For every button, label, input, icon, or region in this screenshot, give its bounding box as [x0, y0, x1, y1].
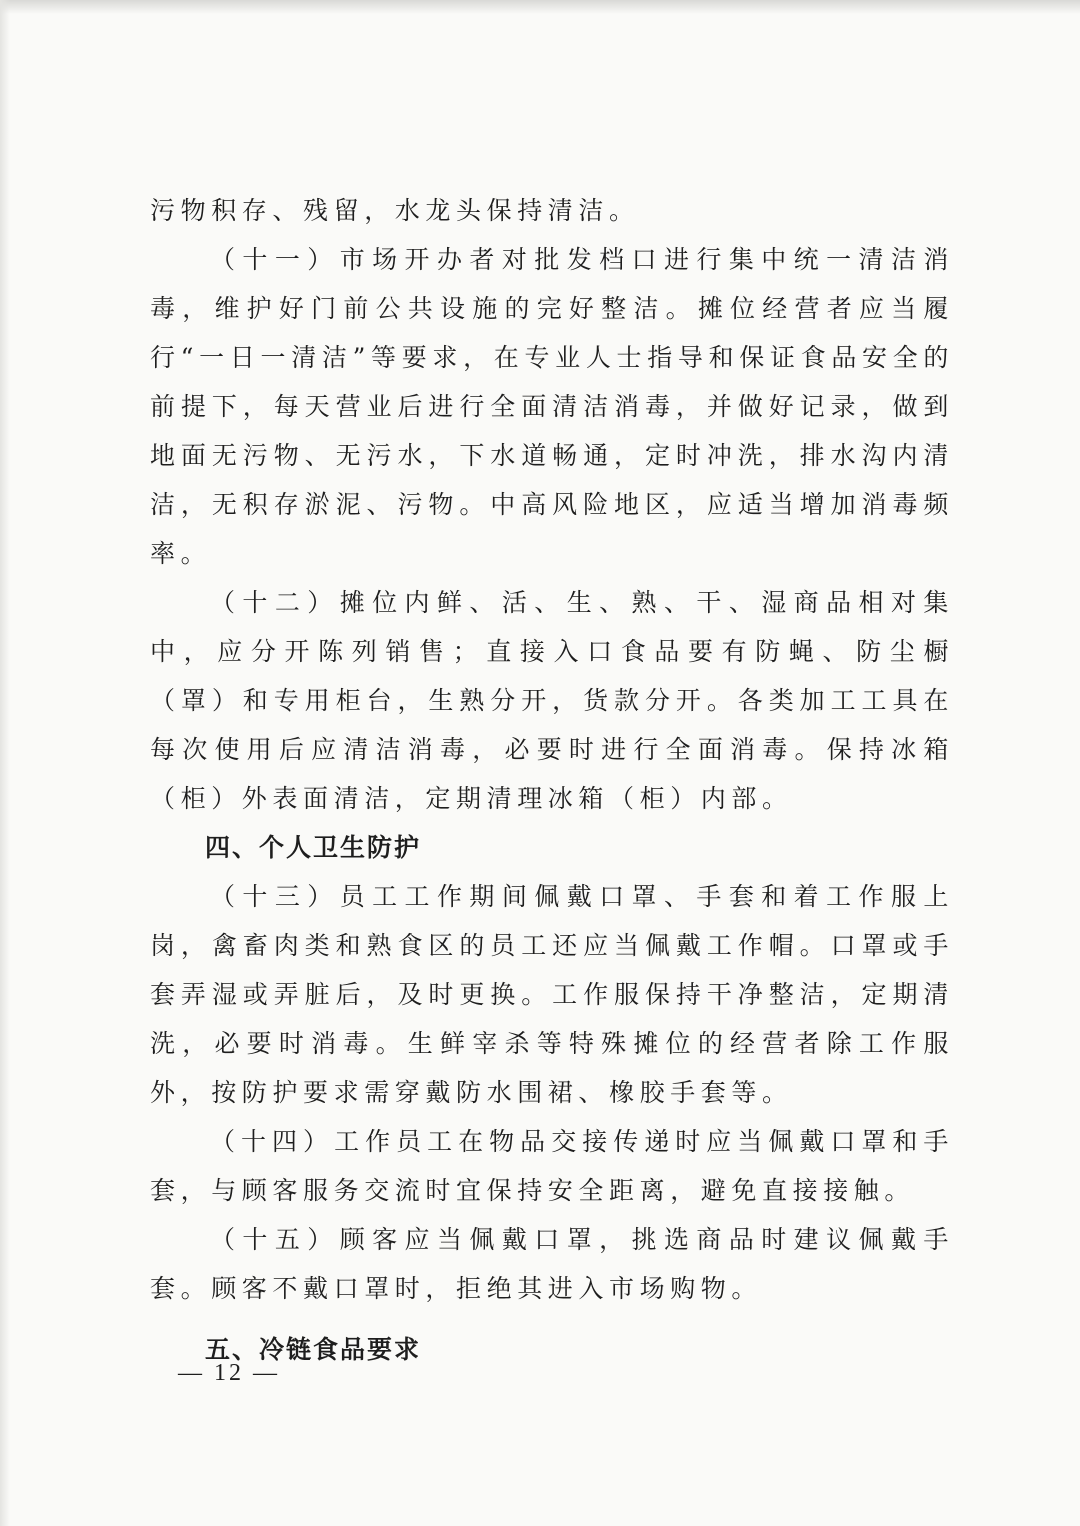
document-body: [150, 186, 954, 1374]
scan-top-edge: [0, 0, 1080, 14]
section-heading-4: 四、个人卫生防护: [205, 833, 422, 862]
paragraph-14: （十四）工作员工在物品交接传递时应当佩戴口罩和手套，与顾客服务交流时宜保持安全距离，避免直接接触。: [150, 1127, 954, 1205]
page-number: — 12 —: [178, 1360, 280, 1386]
scan-left-edge: [0, 0, 10, 1526]
paragraph-12: （十二）摊位内鲜、活、生、熟、干、湿商品相对集中，应分开陈列销售；直接入口食品要有防蝇、防尘橱（罩）和专用柜台，生熟分开，货款分开。各类加工工具在每次使用后应清洁消毒，必要时进行全面消毒。保持冰箱（柜）外表面清洁，定期清理冰箱（柜）内部。: [150, 588, 954, 813]
paragraph-continuation: 污物积存、残留，水龙头保持清洁。: [150, 196, 640, 225]
paragraph-15: （十五）顾客应当佩戴口罩，挑选商品时建议佩戴手套。顾客不戴口罩时，拒绝其进入市场购物。: [150, 1225, 954, 1303]
section-heading-5: 五、冷链食品要求: [205, 1335, 422, 1364]
paragraph-13: （十三）员工工作期间佩戴口罩、手套和着工作服上岗，禽畜肉类和熟食区的员工还应当佩戴工作帽。口罩或手套弄湿或弄脏后，及时更换。工作服保持干净整洁，定期清洗，必要时消毒。生鲜宰杀等特殊摊位的经营者除工作服外，按防护要求需穿戴防水围裙、橡胶手套等。: [150, 882, 954, 1107]
paragraph-11: （十一）市场开办者对批发档口进行集中统一清洁消毒，维护好门前公共设施的完好整洁。摊位经营者应当履行“一日一清洁”等要求，在专业人士指导和保证食品安全的前提下，每天营业后进行全面清洁消毒，并做好记录，做到地面无污物、无污水，下水道畅通，定时冲洗，排水沟内清洁，无积存淤泥、污物。中高风险地区，应适当增加消毒频率。: [150, 245, 954, 568]
